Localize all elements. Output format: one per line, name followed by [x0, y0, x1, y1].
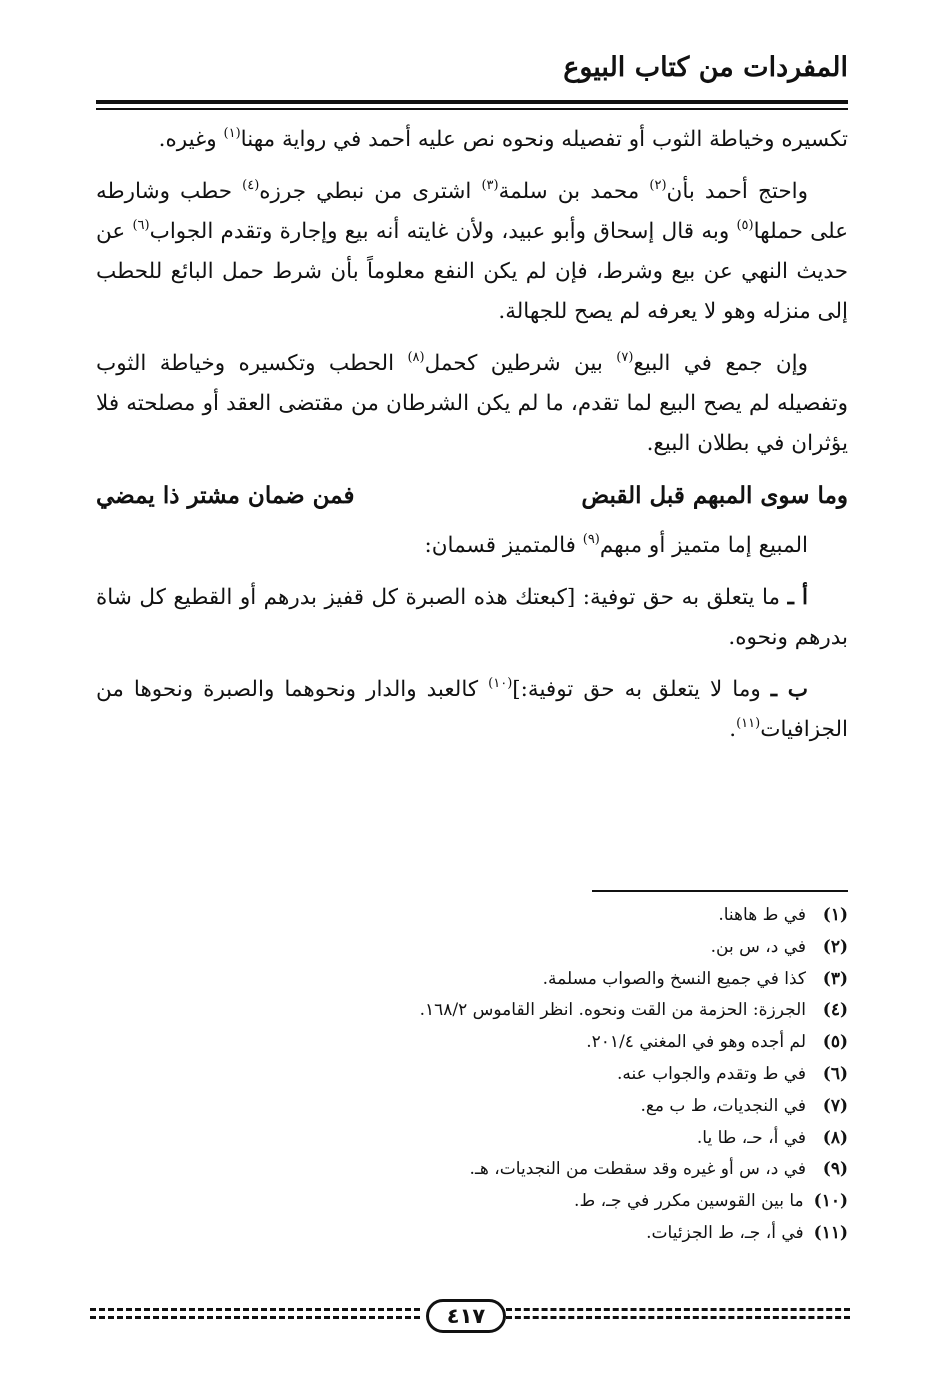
footnote-number: (٦): [822, 1063, 848, 1084]
footnote-ref-9[interactable]: (٩): [582, 532, 600, 547]
header-rule-thin: [96, 108, 848, 110]
footnote-number: (١٠): [813, 1191, 848, 1212]
footnote-text: كذا في جميع النسخ والصواب مسلمة.: [542, 968, 806, 989]
footnote-text: في النجديات، ط ب مع.: [640, 1095, 806, 1116]
paragraph-1-text-b: وغيره.: [158, 127, 224, 152]
footnote-ref-1[interactable]: (١): [223, 126, 241, 141]
footer-dashed-rule-left-bottom: [90, 1316, 420, 1319]
footnote-item: [96, 1091, 848, 1123]
footnote-ref-11[interactable]: (١١): [736, 716, 761, 731]
footnote-number: (٢): [822, 936, 848, 957]
page-footer: [90, 1298, 850, 1338]
footnote-text: في ط وتقدم والجواب عنه.: [616, 1063, 806, 1084]
footnote-text: في د، س بن.: [710, 936, 806, 957]
page-number-badge: ٤١٧: [426, 1299, 506, 1333]
footnote-text: ما بين القوسين مكرر في جـ، ط.: [574, 1191, 804, 1212]
paragraph-4-text-b: فالمتميز قسمان:: [424, 533, 583, 558]
footnote-number: (٤): [822, 1000, 848, 1021]
list-marker-a: أ ـ: [787, 585, 808, 610]
footnote-ref-7[interactable]: (٧): [616, 350, 634, 365]
paragraph-1: [96, 120, 848, 160]
footnote-number: (١): [822, 905, 848, 925]
paragraph-3: [96, 344, 848, 464]
paragraph-5: [96, 578, 848, 658]
paragraph-3-text-c: الحطب وتكسيره وخياطة الثوب وتفصيله لم يصح البيع لما تقدم، ما لم يكن الشرطان من مقتضى العقد أو مصلحته فلا يؤثران في بطلان البيع.: [96, 351, 848, 456]
footnote-number: (٣): [822, 968, 848, 989]
verse-right-hemistich: وما سوى المبهم قبل القبض: [581, 482, 848, 509]
footnote-number: (١١): [813, 1222, 848, 1243]
footnote-item: [96, 1154, 848, 1186]
verse-line: [96, 476, 848, 516]
footnote-ref-10[interactable]: (١٠): [488, 676, 513, 691]
footer-dashed-rule-right-top: [506, 1308, 850, 1311]
paragraph-3-text-a: وإن جمع في البيع: [633, 351, 809, 376]
footnote-separator: [592, 890, 848, 892]
footnote-ref-3[interactable]: (٣): [481, 178, 499, 193]
footnote-text: في أ، حـ، طا يا.: [696, 1127, 806, 1148]
footnote-number: (٥): [822, 1032, 848, 1053]
footnote-item: [96, 932, 848, 964]
verse-left-hemistich: فمن ضمان مشتر ذا يمضي: [96, 482, 355, 509]
footnote-ref-6[interactable]: (٦): [132, 218, 150, 233]
paragraph-6-text-a: وما لا يتعلق به حق توفية:]: [512, 677, 771, 702]
paragraph-1-text-a: تكسيره وخياطة الثوب أو تفصيله ونحوه نص عليه أحمد في رواية مهنا: [240, 127, 848, 152]
footnote-text: الجرزة: الحزمة من القت ونحوه. انظر القاموس ١٦٨/٢.: [419, 1000, 806, 1021]
footnote-text: في ط هاهنا.: [718, 905, 806, 925]
header-rule-thick: [96, 100, 848, 104]
footnote-text: لم أجده وهو في المغني ٢٠١/٤.: [586, 1032, 806, 1053]
main-text: [96, 120, 848, 762]
footer-dashed-rule-left-top: [90, 1308, 420, 1311]
footnote-text: في د، س أو غيره وقد سقطت من النجديات، هـ.: [469, 1159, 806, 1180]
paragraph-2-text-a: واحتج أحمد بأن: [666, 179, 808, 204]
paragraph-3-text-b: بين شرطين كحمل: [424, 351, 617, 376]
paragraph-4: [96, 526, 848, 566]
footnote-number: (٩): [822, 1159, 848, 1180]
footnote-ref-4[interactable]: (٤): [242, 178, 260, 193]
list-marker-b: ب ـ: [770, 677, 809, 702]
footnote-item: [96, 1218, 848, 1250]
paragraph-5-text: ما يتعلق به حق توفية: [كبعتك هذه الصبرة كل قفيز بدرهم أو القطيع كل شاة بدرهم ونحوه.: [96, 585, 848, 650]
paragraph-4-text-a: المبيع إما متميز أو مبهم: [599, 533, 808, 558]
footnote-number: (٨): [822, 1127, 848, 1148]
footnote-item: [96, 1059, 848, 1091]
paragraph-2-text-f: عن حديث النهي عن بيع وشرط، فإن لم يكن النفع معلوماً بأن شرط حمل البائع للحطب إلى منزله وهو لا يعرفه لم يصح للجهالة.: [96, 219, 848, 324]
paragraph-2-text-b: محمد بن سلمة: [498, 179, 650, 204]
running-header-title: المفردات من كتاب البيوع: [563, 52, 848, 83]
paragraph-6-text-c: .: [729, 717, 737, 742]
footnote-item: [96, 900, 848, 932]
footnote-item: [96, 964, 848, 996]
footnote-item: [96, 995, 848, 1027]
paragraph-2: [96, 172, 848, 332]
footnote-ref-2[interactable]: (٢): [649, 178, 667, 193]
footnote-item: [96, 1186, 848, 1218]
footnote-item: [96, 1123, 848, 1155]
footnote-ref-8[interactable]: (٨): [407, 350, 425, 365]
paragraph-6-text-b: كالعبد والدار ونحوهما والصبرة ونحوها من الجزافيات: [96, 677, 848, 742]
paragraph-6: [96, 670, 848, 750]
paragraph-2-text-d: حطب وشارطه على حملها: [96, 179, 849, 244]
footnote-text: في أ، جـ، ط الجزئيات.: [646, 1222, 804, 1243]
footer-dashed-rule-right-bottom: [506, 1316, 850, 1319]
footnote-item: [96, 1027, 848, 1059]
footnote-ref-5[interactable]: (٥): [736, 218, 754, 233]
footnotes-list: [96, 900, 848, 1250]
paragraph-2-text-e: وبه قال إسحاق وأبو عبيد، ولأن غايته أنه بيع وإجارة وتقدم الجواب: [149, 219, 737, 244]
paragraph-2-text-c: اشترى من نبطي جرزه: [259, 179, 482, 204]
footnote-number: (٧): [822, 1095, 848, 1116]
